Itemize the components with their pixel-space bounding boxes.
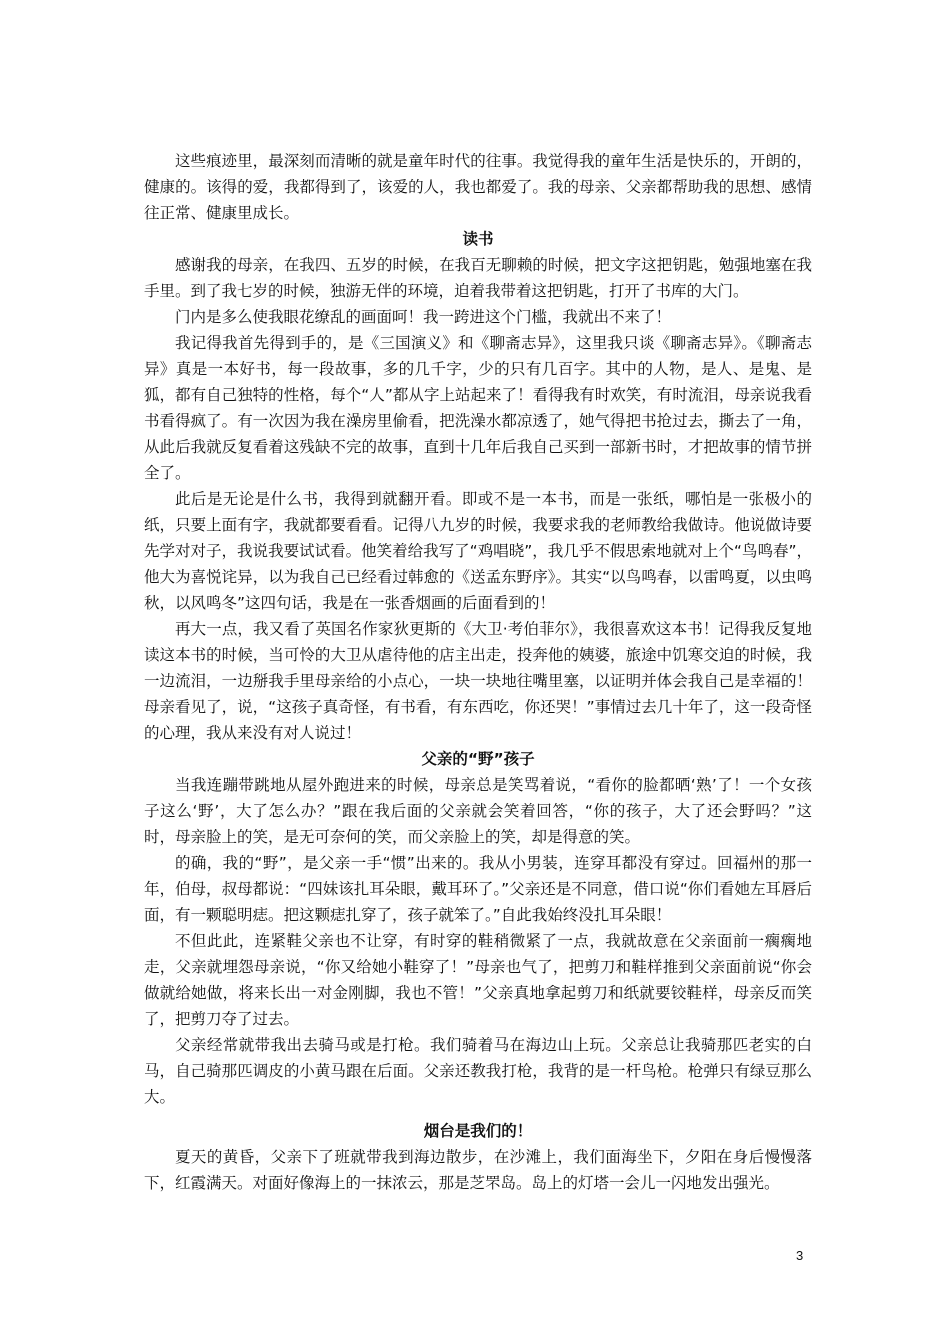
page-number: 3 — [796, 1248, 804, 1263]
paragraph: 感谢我的母亲，在我四、五岁的时候，在我百无聊赖的时候，把文字这把钥匙，勉强地塞在我手里。到了我七岁的时候，独游无伴的环境，迫着我带着这把钥匙，打开了书库的大门。 — [144, 256, 812, 300]
paragraph: 的确，我的“野”，是父亲一手“惯”出来的。我从小男装，连穿耳都没有穿过。回福州的那一年，伯母，叔母都说：“四妹该扎耳朵眼，戴耳环了。”父亲还是不同意，借口说“你们看她左耳唇后面，有一颗聪明痣。把这颗痣扎穿了，孩子就笨了。”自此我始终没扎耳朵眼！ — [144, 854, 812, 924]
paragraph: 门内是多么使我眼花缭乱的画面呵！我一跨进这个门槛，我就出不来了！ — [175, 308, 672, 326]
paragraph: 我记得我首先得到手的，是《三国演义》和《聊斋志异》，这里我只谈《聊斋志异》。《聊斋志异》真是一本好书，每一段故事，多的几千字，少的只有几百字。其中的人物，是人、是鬼、是狐，都有自己独特的性格，每个“人”都从字上站起来了！看得我有时欢笑，有时流泪，母亲说我看书看得疯了。有一次因为我在澡房里偷看，把洗澡水都凉透了，她气得把书抢过去，撕去了一角，从此后我就反复看着这残缺不完的故事，直到十几年后我自己买到一部新书时，才把故事的情节拼全了。 — [144, 334, 812, 482]
paragraph: 此后是无论是什么书，我得到就翻开看。即或不是一本书，而是一张纸，哪怕是一张极小的纸，只要上面有字，我就都要看看。记得八九岁的时候，我要求我的老师教给我做诗。他说做诗要先学对对子，我说我要试试看。他笑着给我写了“鸡唱晓”，我几乎不假思索地就对上个“鸟鸣春”，他大为喜悦诧异，以为我自己已经看过韩愈的《送孟东野序》。其实“以鸟鸣春，以雷鸣夏，以虫鸣秋，以风鸣冬”这四句话，我是在一张香烟画的后面看到的！ — [144, 490, 812, 612]
paragraph: 再大一点，我又看了英国名作家狄更斯的《大卫·考伯菲尔》，我很喜欢这本书！记得我反复地读这本书的时候，当可怜的大卫从虐待他的店主出走，投奔他的姨婆，旅途中饥寒交迫的时候，我一边流泪，一边掰我手里母亲给的小点心，一块一块地往嘴里塞，以证明并体会我自己是幸福的！母亲看见了，说，“这孩子真奇怪，有书看，有东西吃，你还哭！”事情过去几十年了，这一段奇怪的心理，我从来没有对人说过！ — [144, 620, 812, 742]
intro-paragraph: 这些痕迹里，最深刻而清晰的就是童年时代的往事。我觉得我的童年生活是快乐的，开朗的，健康的。该得的爱，我都得到了，该爱的人，我也都爱了。我的母亲、父亲都帮助我的思想、感情往正常、健康里成长。 — [144, 152, 812, 222]
paragraph: 夏天的黄昏，父亲下了班就带我到海边散步，在沙滩上，我们面海坐下，夕阳在身后慢慢落下，红霞满天。对面好像海上的一抹浓云，那是芝罘岛。岛上的灯塔一会儿一闪地发出强光。 — [144, 1148, 812, 1192]
paragraph: 父亲经常就带我出去骑马或是打枪。我们骑着马在海边山上玩。父亲总让我骑那匹老实的白马，自己骑那匹调皮的小黄马跟在后面。父亲还教我打枪，我背的是一杆鸟枪。枪弹只有绿豆那么大。 — [144, 1036, 812, 1106]
paragraph: 不但此此，连紧鞋父亲也不让穿，有时穿的鞋稍微紧了一点，我就故意在父亲面前一瘸瘸地走，父亲就埋怨母亲说，“你又给她小鞋穿了！”母亲也气了，把剪刀和鞋样推到父亲面前说“你会做就给她做，将来长出一对金刚脚，我也不管！”父亲真地拿起剪刀和纸就要铰鞋样，母亲反而笑了，把剪刀夺了过去。 — [144, 932, 812, 1028]
section-title-reading: 读书 — [462, 230, 494, 248]
paragraph: 当我连蹦带跳地从屋外跑进来的时候，母亲总是笑骂着说，“看你的脸都晒‘熟’了！一个女孩子这么‘野’，大了怎么办？”跟在我后面的父亲就会笑着回答，“你的孩子，大了还会野吗？”这时，母亲脸上的笑，是无可奈何的笑，而父亲脸上的笑，却是得意的笑。 — [144, 776, 812, 846]
section-title-yantai: 烟台是我们的！ — [423, 1122, 533, 1140]
section-title-wild-child: 父亲的“野”孩子 — [421, 750, 535, 768]
document-body — [144, 148, 812, 1196]
